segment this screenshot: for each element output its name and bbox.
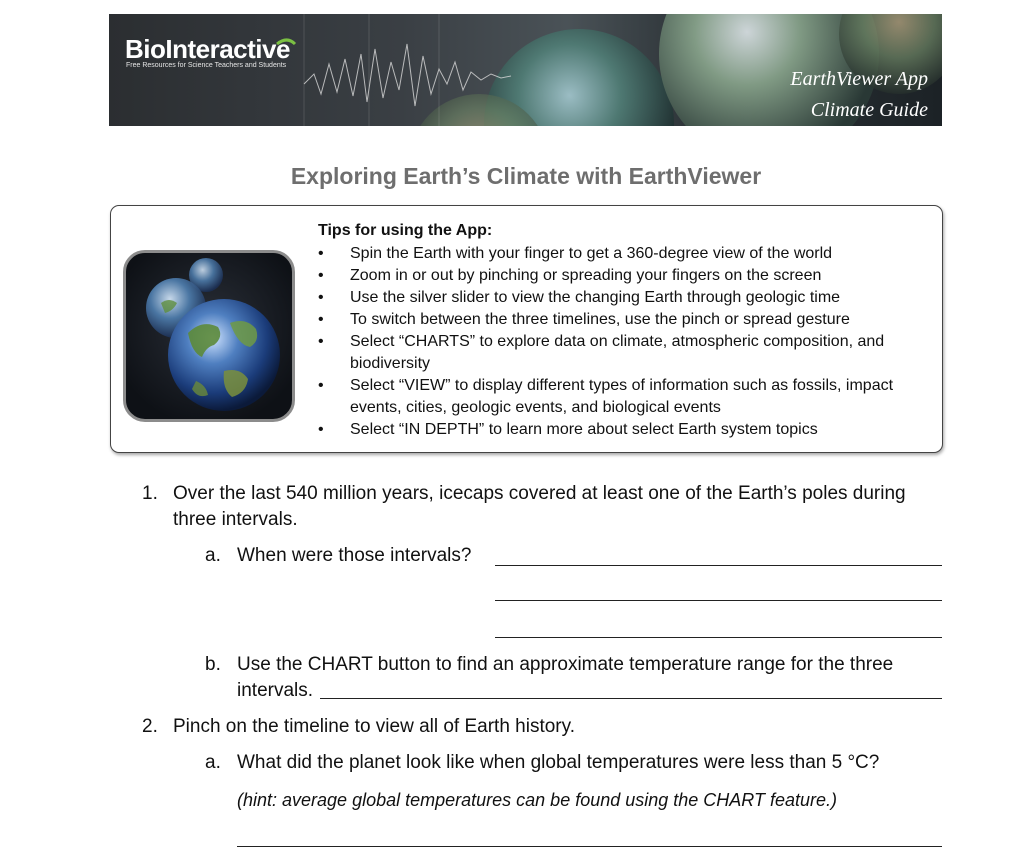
question-1b-text-line2: intervals. xyxy=(237,680,314,701)
tip-item: • Zoom in or out by pinching or spreading your fingers on the screen xyxy=(318,265,928,287)
answer-line-1a-1[interactable] xyxy=(495,565,942,566)
tips-box xyxy=(110,205,943,453)
brand-tagline: Free Resources for Science Teachers and Students xyxy=(126,62,287,69)
question-2a-hint: (hint: average global temperatures can be found using the CHART feature.) xyxy=(237,790,838,810)
tip-item: • Use the silver slider to view the changing Earth through geologic time xyxy=(318,287,928,309)
question-1a-text: When were those intervals? xyxy=(237,545,472,566)
answer-line-2a[interactable] xyxy=(237,846,942,847)
tip-item: • Spin the Earth with your finger to get a 360-degree view of the world xyxy=(318,243,928,265)
tips-heading: Tips for using the App: xyxy=(318,222,493,239)
tip-item: • Select “IN DEPTH” to learn more about select Earth system topics xyxy=(318,419,928,441)
question-2-number: 2. xyxy=(142,716,158,737)
question-2a-label: a. xyxy=(205,752,221,773)
question-1b-label: b. xyxy=(205,654,221,675)
question-1 xyxy=(142,481,962,541)
product-title xyxy=(790,64,928,126)
product-title-line1: EarthViewer App xyxy=(790,68,928,90)
question-2a-text: What did the planet look like when global temperatures were less than 5 °C? xyxy=(237,752,880,773)
answer-line-1a-2[interactable] xyxy=(495,600,942,601)
tips-list xyxy=(318,243,928,441)
question-1a-label: a. xyxy=(205,545,221,566)
question-1-number: 1. xyxy=(142,483,158,504)
tip-item: • Select “CHARTS” to explore data on climate, atmospheric composition, and biodiversity xyxy=(318,331,928,375)
question-1-text-line2: three intervals. xyxy=(173,509,298,530)
tip-item: • To switch between the three timelines, use the pinch or spread gesture xyxy=(318,309,928,331)
question-1-text-line1: Over the last 540 million years, icecaps covered at least one of the Earth’s poles during xyxy=(173,483,906,504)
earthviewer-app-icon xyxy=(123,250,295,422)
question-1b-text-line1: Use the CHART button to find an approximate temperature range for the three xyxy=(237,654,894,675)
answer-line-1a-3[interactable] xyxy=(495,637,942,638)
answer-line-1b[interactable] xyxy=(320,698,942,699)
product-title-line2: Climate Guide xyxy=(810,99,928,121)
tip-item: • Select “VIEW” to display different types of information such as fossils, impact events, cities, geologic events, and biological events xyxy=(318,375,928,419)
question-1b xyxy=(205,652,965,708)
brand-logo: BioInteractive xyxy=(125,34,290,64)
header-banner xyxy=(109,14,942,126)
globe-icon xyxy=(126,253,292,419)
question-2a xyxy=(205,750,965,820)
question-2-text: Pinch on the timeline to view all of Earth history. xyxy=(173,716,576,737)
page-title: Exploring Earth’s Climate with EarthViewer xyxy=(290,163,762,189)
